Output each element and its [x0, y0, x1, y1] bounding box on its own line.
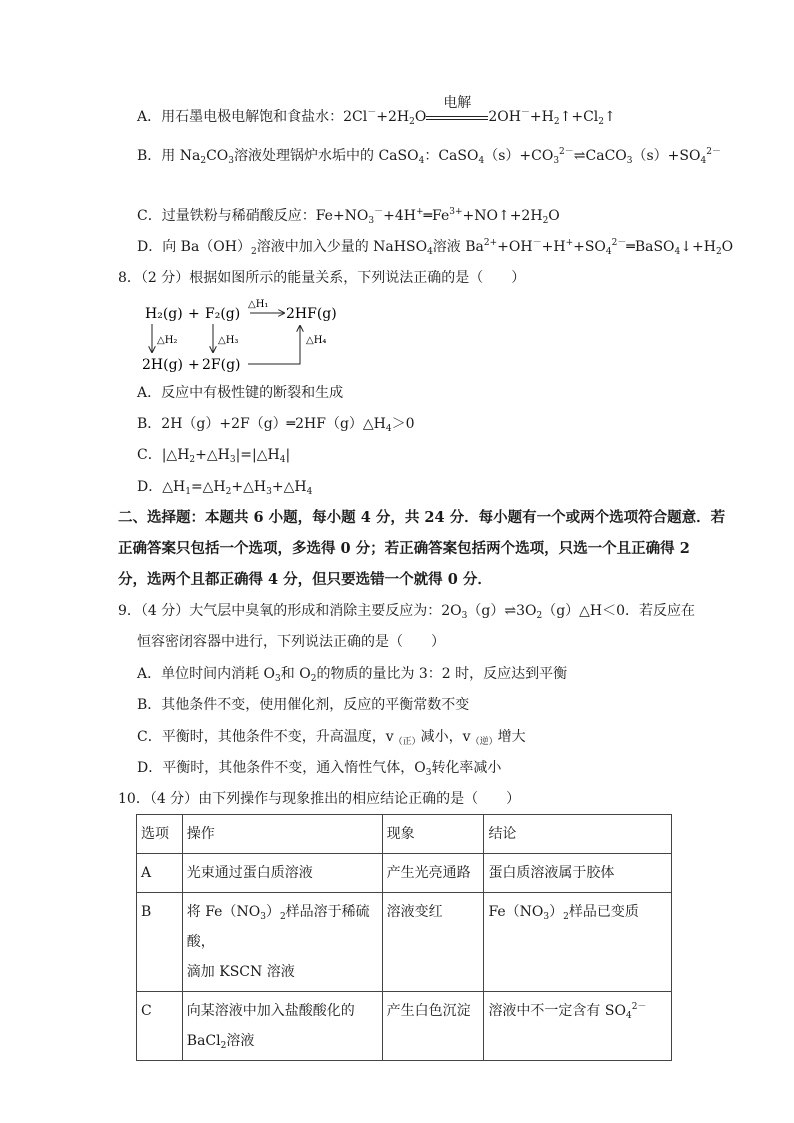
label-h2-gas: H₂(g)	[145, 306, 183, 322]
q9-stem-line1: 9．（4 分）大气层中臭氧的形成和消除主要反应为：$2O_3(g)\rightleftharpoons 3O_2(g)\triangle H<0$．若反应在	[118, 603, 696, 621]
header-conclusion: 结论	[484, 815, 672, 854]
cell-operation: 向某溶液中加入盐酸酸化的 BaCl$_2$溶液	[182, 992, 382, 1061]
header-phenomenon: 现象	[382, 815, 484, 854]
q8-stem: 8．（2 分）根据如图所示的能量关系，下列说法正确的是（ ）	[118, 270, 526, 286]
section-heading-line2: 正确答案只包括一个选项，多选得 0 分；若正确答案包括两个选项，只选一个且正确得 2	[118, 540, 690, 557]
cell-operation: 光束通过蛋白质溶液	[182, 854, 382, 893]
cell-option: A	[137, 854, 183, 893]
q8-option-b: B．$2H(g)+2F(g)═2HF(g)\triangle H_4>0$	[137, 416, 415, 434]
cell-operation: 将 $Fe(NO_3)_2$样品溶于稀硫酸， 滴加 KSCN 溶液	[182, 893, 382, 992]
cell-conclusion: $Fe(NO_3)_2$样品已变质	[484, 893, 672, 992]
q9-option-b: B．其他条件不变，使用催化剂，反应的平衡常数不变	[137, 697, 470, 713]
label-dh2: △H₂	[157, 335, 178, 346]
cell-conclusion: 溶液中不一定含有 $SO_4^{2-}$	[484, 992, 672, 1061]
q9-stem-line2: 恒容密闭容器中进行，下列说法正确的是（ ）	[137, 634, 445, 650]
table-header-row	[137, 815, 672, 854]
q8-option-a: A．反应中有极性键的断裂和生成	[137, 385, 344, 401]
label-plus-bottom: +	[188, 357, 200, 373]
q9-option-c: C．平衡时，其他条件不变，升高温度，$v_{(正)}$减小，$v_{(逆)}$增大	[137, 729, 526, 747]
header-option: 选项	[137, 815, 183, 854]
label-f2-gas: F₂(g)	[205, 306, 241, 322]
section-heading-line1: 二、选择题：本题共 6 小题，每小题 4 分，共 24 分．每小题有一个或两个选项符合题意．若	[118, 509, 726, 526]
section-heading-line3: 分，选两个且都正确得 4 分，但只要选错一个就得 0 分．	[118, 571, 492, 588]
cell-phenomenon: 产生白色沉淀	[382, 992, 484, 1061]
q7-option-a: A．用石墨电极电解饱和食盐水：$2Cl^-+2H_2O$ 电解 $2OH^-+H_2↑+Cl_2↑$	[137, 95, 616, 127]
table-row	[137, 992, 672, 1061]
label-plus-top: +	[188, 306, 200, 322]
energy-diagram	[140, 296, 360, 376]
q9-option-d: D．平衡时，其他条件不变，通入惰性气体，$O_3$转化率减小	[137, 760, 502, 778]
cell-conclusion: 蛋白质溶液属于胶体	[484, 854, 672, 893]
q7-option-b: B．用 $Na_2CO_3$溶液处理锅炉水垢中的 CaSO$_4$：$CaSO_4(s)+CO_3^{2-}\rightleftharpoons CaCO_3(s)+SO_4^{2-}$	[137, 147, 721, 166]
header-operation: 操作	[182, 815, 382, 854]
label-2h-gas: 2H(g)	[142, 357, 184, 373]
cell-phenomenon: 溶液变红	[382, 893, 484, 992]
q8-option-c: C．$|\triangle H_2+\triangle H_3|=|\triangle H_4|$	[137, 447, 291, 465]
q10-stem: 10．（4 分）由下列操作与现象推出的相应结论正确的是（ ）	[118, 791, 521, 807]
label-dh1: △H₁	[248, 299, 269, 310]
q8-option-d: D．$\triangle H_1=\triangle H_2+\triangle H_3+\triangle H_4$	[137, 479, 313, 497]
cell-phenomenon: 产生光亮通路	[382, 854, 484, 893]
table-row	[137, 893, 672, 992]
label-dh3: △H₃	[218, 335, 239, 346]
q9-option-a: A．单位时间内消耗 $O_3$和 $O_2$的物质的量比为 3：2 时，反应达到平衡	[137, 666, 568, 684]
table-row	[137, 854, 672, 893]
label-2f-gas: 2F(g)	[202, 357, 241, 373]
label-hf-gas: 2HF(g)	[286, 306, 337, 322]
cell-option: C	[137, 992, 183, 1061]
q10-table	[136, 814, 672, 1061]
arrow-dh4	[248, 326, 300, 364]
q7-option-c: C．过量铁粉与稀硝酸反应：$Fe+NO_3^-+4H^+═Fe^{3+}+NO↑+2H_2O$	[137, 207, 560, 226]
electrolysis-arrow: 电解	[426, 107, 488, 127]
cell-option: B	[137, 893, 183, 992]
label-dh4: △H₄	[306, 335, 327, 346]
q7-option-d: D．向 $Ba(OH)_2$溶液中加入少量的 NaHSO$_4$溶液 $Ba^{2+}+OH^-+H^++SO_4^{2-}═BaSO_4↓+H_2O$	[137, 238, 734, 257]
